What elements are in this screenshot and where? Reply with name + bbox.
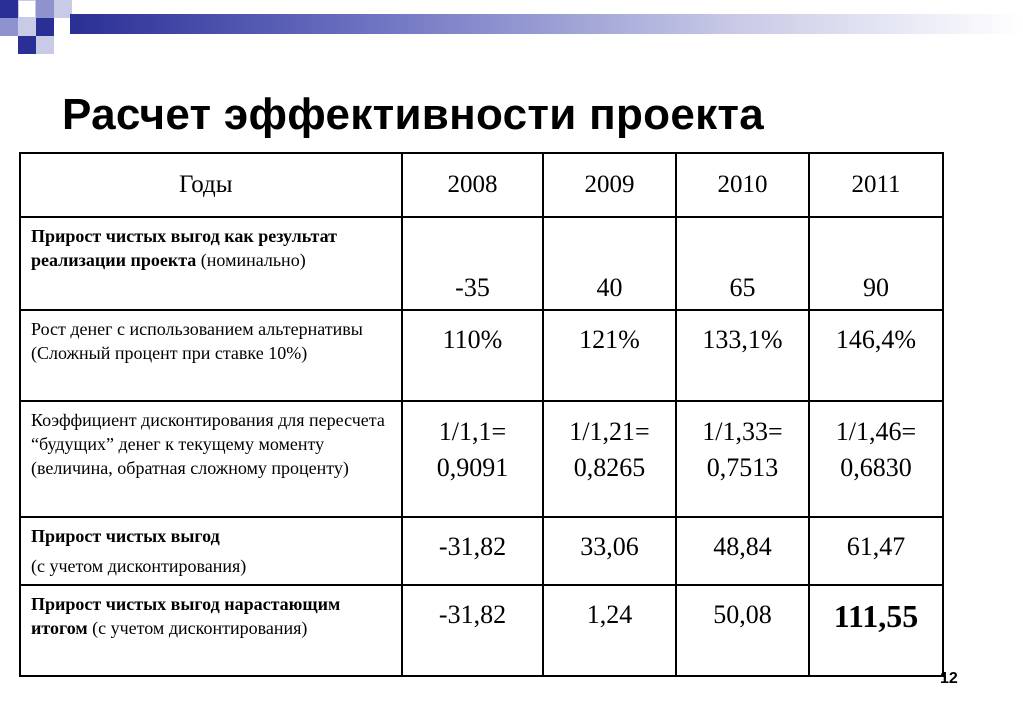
cell-line-2: 0,7513	[706, 453, 779, 482]
efficiency-table	[19, 152, 944, 677]
row-label-bold: Прирост чистых выгод как результат реализации проекта	[31, 226, 337, 270]
table-cell	[809, 401, 943, 517]
table-cell: 33,06	[543, 517, 676, 585]
table-cell: 90	[809, 217, 943, 310]
table-cell: 61,47	[809, 517, 943, 585]
decor-square-7	[36, 18, 54, 36]
table-cell: 40	[543, 217, 676, 310]
table-cell	[676, 401, 809, 517]
table-cell: 50,08	[676, 585, 809, 676]
table-cell	[402, 401, 543, 517]
table-cell: 146,4%	[809, 310, 943, 401]
row-label-rest: (с учетом дисконтирования)	[87, 618, 308, 638]
row-label-bold: Прирост чистых выгод нарастающим итогом	[31, 594, 341, 638]
row-label-rest: (с учетом дисконтирования)	[31, 556, 247, 576]
table-cell	[543, 401, 676, 517]
table-row	[20, 517, 943, 585]
row-label	[20, 217, 402, 310]
row-label: Рост денег с использованием альтернативы (Сложный процент при ставке 10%)	[20, 310, 402, 401]
row-label-bold: Прирост чистых выгод	[31, 526, 220, 546]
table-cell: 121%	[543, 310, 676, 401]
row-label	[20, 585, 402, 676]
page-number: 12	[940, 670, 958, 687]
slide-title: Расчет эффективности проекта	[62, 90, 765, 139]
cell-line-2: 0,8265	[573, 453, 646, 482]
header-2010: 2010	[676, 153, 809, 217]
header-years: Годы	[20, 153, 402, 217]
decor-square-9	[36, 36, 54, 54]
cell-line-1: 1/1,46=	[835, 417, 917, 446]
decor-square-5	[0, 18, 18, 36]
row-label: Коэффициент дисконтирования для пересчета “будущих” денег к текущему моменту (величина, обратная сложному проценту)	[20, 401, 402, 517]
table-cell: 1,24	[543, 585, 676, 676]
cell-line-1: 1/1,21=	[569, 417, 650, 446]
table-header-row	[20, 153, 943, 217]
table-cell-total: 111,55	[809, 585, 943, 676]
table-cell: 110%	[402, 310, 543, 401]
decor-square-6	[18, 18, 36, 36]
row-label-rest: (номинально)	[196, 250, 306, 270]
header-2008: 2008	[402, 153, 543, 217]
table-row	[20, 217, 943, 310]
table-cell: -31,82	[402, 517, 543, 585]
cell-line-2: 0,9091	[436, 453, 509, 482]
table-cell: 133,1%	[676, 310, 809, 401]
cell-line-1: 1/1,1=	[438, 417, 507, 446]
header-gradient-bar	[70, 14, 1023, 34]
table-cell: -31,82	[402, 585, 543, 676]
decor-square-1	[0, 0, 18, 18]
decor-square-3	[36, 0, 54, 18]
cell-line-1: 1/1,33=	[702, 417, 783, 446]
header-2009: 2009	[543, 153, 676, 217]
table-cell: -35	[402, 217, 543, 310]
table-row	[20, 585, 943, 676]
table-row	[20, 401, 943, 517]
table-row	[20, 310, 943, 401]
table-cell: 65	[676, 217, 809, 310]
row-label	[20, 517, 402, 585]
header-2011: 2011	[809, 153, 943, 217]
decor-square-2	[18, 0, 36, 18]
cell-line-2: 0,6830	[840, 453, 912, 482]
table-cell: 48,84	[676, 517, 809, 585]
decor-square-8	[18, 36, 36, 54]
